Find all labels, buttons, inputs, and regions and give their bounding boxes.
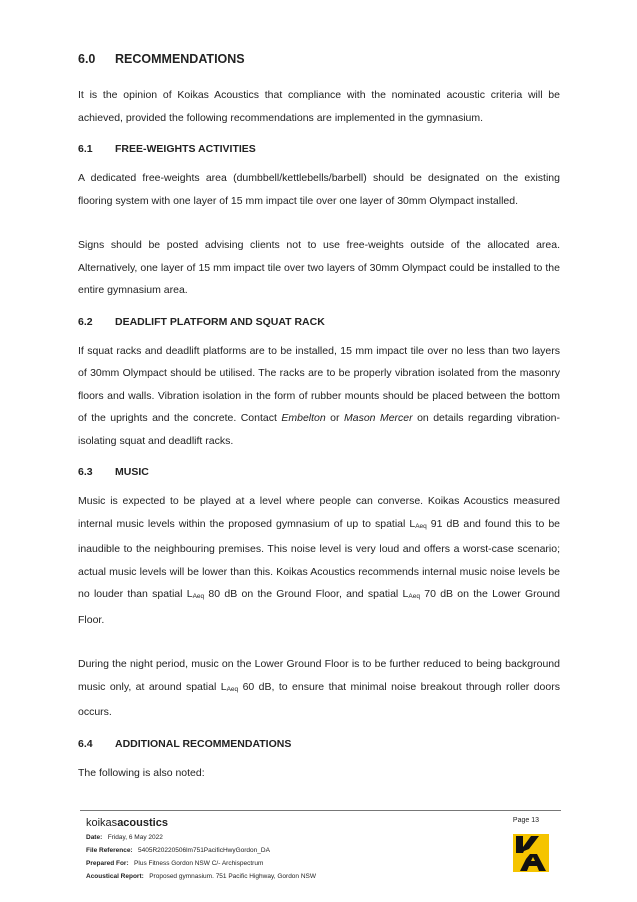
paragraph: Signs should be posted advising clients not to use free-weights outside of the allocated area. Alternatively, one layer of 15 mm impact tile over two layers of 30mm Olympact could be installed to the entire gymnasium area. [78,239,560,296]
section-title: RECOMMENDATIONS [115,52,245,66]
ka-logo-icon [512,833,550,873]
subsection-title: ADDITIONAL RECOMMENDATIONS [115,737,292,750]
paragraph: During the night period, music on the Lower Ground Floor is to be further reduced to being background music only, at around spatial LAeq 60 dB, to ensure that minimal noise breakout through roller doors occurs. [78,658,560,718]
subsection-heading-6-4 [78,736,560,752]
paragraph: A dedicated free-weights area (dumbbell/kettlebells/barbell) should be designated on the existing flooring system with one layer of 15 mm impact tile over one layer of 30mm Olympact installed. [78,172,560,207]
page-number: Page 13 [512,817,539,824]
subscript: Aeq [415,522,427,530]
paragraph: The following is also noted: [78,766,205,779]
page-footer [80,810,561,880]
brand-embelton: Embelton [281,412,326,424]
page-content [78,52,560,784]
report-metadata: Date: Friday, 6 May 2022 File Reference: 5405R20220506lm751PacificHwyGordon_DA Prepared For: Plus Fitness Gordon NSW C/- Archispectrum Acoustical Report: Proposed gymnasium. 751 Pacific Highway, Gordon NSW [86,834,317,880]
subsection-number: 6.1 [78,143,93,155]
section-number: 6.0 [78,52,96,66]
subsection-title: MUSIC [115,466,149,478]
subscript: Aeq [408,593,420,600]
paragraph: If squat racks and deadlift platforms are to be installed, 15 mm impact tile over no less than two layers of 30mm Olympact should be utilised. The racks are to be properly vibration isolated from the masonry floors and walls. Vibration isolation in the form of rubber mounts should be placed between the bottom of the uprights and the concrete. Contact Embelton or Mason Mercer on details regarding vibration-isolating squat and deadlift racks. [78,344,561,447]
brand-mason-mercer: Mason Mercer [343,412,413,424]
subsection-heading-6-2 [78,314,560,330]
subsection-heading-6-1 [78,141,560,157]
subsection-number: 6.2 [78,315,93,328]
subsection-number: 6.3 [78,466,93,478]
subsection-number: 6.4 [78,737,93,750]
subscript: Aeq [226,685,239,693]
subsection-heading-6-3 [78,464,560,480]
paragraph: Music is expected to be played at a level where people can converse. Koikas Acoustics measured internal music levels within the proposed gymnasium of up to spatial LAeq 91 dB and found this to be inaudible to the neighbouring premises. This noise level is very loud and offers a worst-case scenario; actual music levels will be lower than this. Koikas Acoustics recommends internal music noise levels be no louder than spatial LAeq 80 dB on the Ground Floor, and spatial LAeq 70 dB on the Lower Ground Floor. [78,495,561,626]
subsection-title: DEADLIFT PLATFORM AND SQUAT RACK [115,315,325,328]
subsection-title: FREE-WEIGHTS ACTIVITIES [115,143,256,155]
brand-wordmark: koikasacoustics [86,817,168,829]
section-intro: It is the opinion of Koikas Acoustics that compliance with the nominated acoustic criteria will be achieved, provided the following recommendations are implemented in the gymnasium. [78,89,560,124]
subscript: Aeq [192,593,205,600]
section-heading [78,52,560,70]
